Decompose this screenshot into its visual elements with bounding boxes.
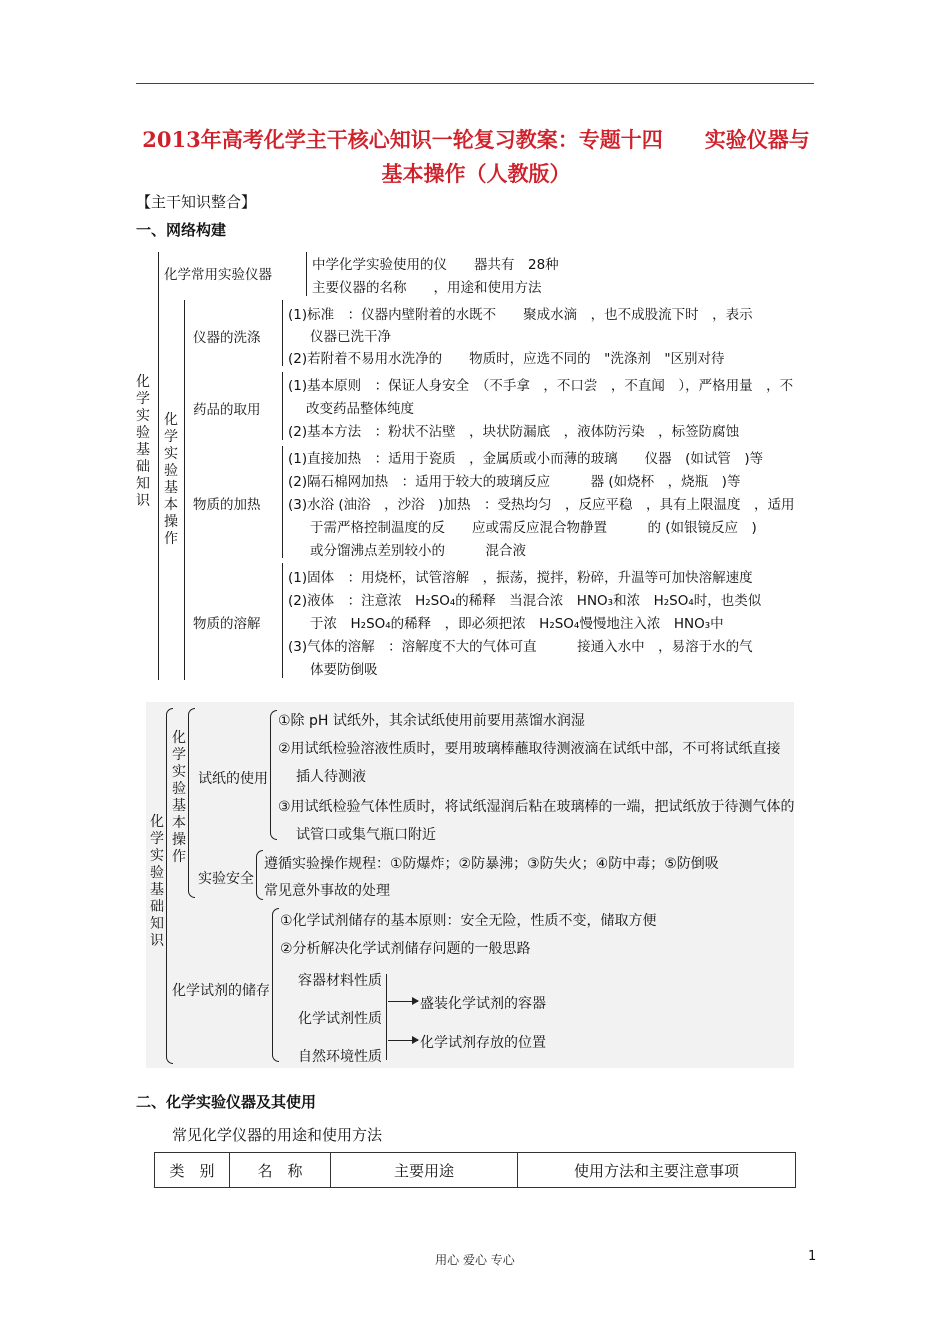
d2-factor: 容器材料性质 [298,973,382,989]
d1-heat-bracket [282,446,283,558]
d2-paper-line: 插人待测液 [296,769,366,785]
d1-wash-line: 仪器已洗干净 [310,329,391,345]
d1-wash-bracket [282,300,283,366]
d1-ops-label: 化学实验基本操作 [164,412,178,547]
table-caption: 常见化学仪器的用途和使用方法 [172,1126,383,1144]
d2-result: 化学试剂存放的位置 [420,1035,546,1051]
d2-arrow-icon [388,1001,418,1002]
d2-safety-brace [256,850,263,900]
d2-paper-label: 试纸的使用 [198,771,268,787]
d1-dissolve-label: 物质的溶解 [193,616,261,632]
d2-storage-label: 化学试剂的储存 [172,983,270,999]
d1-wash-line: (1)标准 ：仪器内壁附着的水既不 聚成水滴 ，也不成股流下时 ，表示 [288,307,753,323]
d1-dissolve-line: (3)气体的溶解 ：溶解度不大的气体可直 接通入水中 ，易溶于水的气 [288,639,753,655]
header-rule [136,83,814,84]
doc-title-line1: 2013年高考化学主干核心知识一轮复习教案：专题十四 实验仪器与 [142,127,810,152]
d1-heat-line: (3)水浴 (油浴 ，沙浴 )加热 ：受热均匀 ，反应平稳 ，具有上限温度 ，适用 [288,497,795,513]
table-header-cell: 使用方法和主要注意事项 [518,1153,796,1188]
d2-safety-line: 常见意外事故的处理 [264,883,390,899]
d1-instr-line: 中学化学实验使用的仪 器共有 28种 [312,257,559,273]
d2-ops-brace [188,708,195,898]
d2-factor: 自然环境性质 [298,1049,382,1065]
heading-network: 一、网络构建 [136,221,227,239]
d1-dissolve-line: (2)液体 ：注意浓 H₂SO₄的稀释 当混合浓 HNO₃和浓 H₂SO₄时，也类似 [288,593,762,609]
table-header-cell: 名 称 [230,1153,331,1188]
table-header-row [155,1153,796,1188]
d2-result: 盛装化学试剂的容器 [420,996,546,1012]
d2-safety-line: 遵循实验操作规程：①防爆炸；②防暴沸；③防失火；④防中毒；⑤防倒吸 [264,856,719,872]
d1-wash-label: 仪器的洗涤 [193,330,261,346]
d1-take-line: (2)基本方法 ：粉状不沾壁 ，块状防漏底 ，液体防污染 ，标签防腐蚀 [288,424,740,440]
table-header-cell: 主要用途 [331,1153,518,1188]
d1-dissolve-line: (1)固体 ：用烧杯，试管溶解 ，振荡，搅拌，粉碎，升温等可加快溶解速度 [288,570,753,586]
d2-paper-line: 试管口或集气瓶口附近 [296,827,436,843]
page-footer: 用心 爱心 专心 [435,1253,515,1267]
diagram-network-2 [146,702,794,1068]
d1-take-line: (1)基本原则 ：保证人身安全 （不手拿 ，不口尝 ，不直闻 ），严格用量 ，不 [288,378,794,394]
d2-safety-label: 实验安全 [198,871,254,887]
d1-instr-bracket [306,252,307,296]
d1-take-bracket [282,372,283,440]
d1-heat-line: 或分馏沸点差别较小的 混合液 [310,543,526,559]
d1-heat-label: 物质的加热 [193,497,261,513]
d1-dissolve-bracket [282,563,283,678]
d1-take-label: 药品的取用 [193,402,261,418]
d2-ops-label: 化学实验基本操作 [172,730,186,865]
d1-heat-line: (1)直接加热 ：适用于瓷质 ，金属质或小而薄的玻璃 仪器 (如试管 )等 [288,451,764,467]
d2-arrow-icon [388,1040,418,1041]
page-number: 1 [808,1249,817,1264]
d2-storage-line: ①化学试剂储存的基本原则：安全无险，性质不变，储取方便 [280,913,657,929]
d1-wash-line: (2)若附着不易用水洗净的 物质时，应选不同的 "洗涤剂 "区别对待 [288,351,725,367]
d1-heat-line: 于需严格控制温度的反 应或需反应混合物静置 的 (如银镜反应 ) [310,520,757,536]
instrument-table [154,1152,796,1188]
d2-storage-brace [272,908,279,1062]
d1-dissolve-line: 体要防倒吸 [310,662,378,678]
d2-storage-line: ②分析解决化学试剂储存问题的一般思路 [280,941,531,957]
d2-factor: 化学试剂性质 [298,1011,382,1027]
d1-instr-line: 主要仪器的名称 ，用途和使用方法 [312,280,542,296]
d1-dissolve-line: 于浓 H₂SO₄的稀释 ，即必须把浓 H₂SO₄慢慢地注入浓 HNO₃中 [310,616,724,632]
heading-instruments: 二、化学实验仪器及其使用 [136,1093,317,1111]
doc-title-line2: 基本操作（人教版） [381,161,571,186]
d2-paper-line: ②用试纸检验溶液性质时，要用玻璃棒蘸取待测液滴在试纸中部，不可将试纸直接 [278,741,781,757]
d1-ops-bracket [184,300,185,680]
d2-paper-brace [270,710,277,840]
d1-heat-line: (2)隔石棉网加热 ：适用于较大的玻璃反应 器 (如烧杯 ，烧瓶 )等 [288,474,741,490]
d2-factor-bracket [386,974,387,1060]
d1-root-bracket [158,252,159,680]
section-tag: 【主干知识整合】 [136,193,257,211]
d1-root-label: 化学实验基础知识 [136,374,150,509]
d1-instruments-label: 化学常用实验仪器 [164,267,272,283]
d1-take-line: 改变药品整体纯度 [306,401,414,417]
d2-paper-line: ③用试纸检验气体性质时，将试纸湿润后粘在玻璃棒的一端，把试纸放于待测气体的 [278,799,795,815]
d2-root-label: 化学实验基础知识 [150,814,164,949]
d2-paper-line: ①除 pH 试纸外，其余试纸使用前要用蒸馏水润湿 [278,713,585,729]
table-header-cell: 类 别 [155,1153,230,1188]
